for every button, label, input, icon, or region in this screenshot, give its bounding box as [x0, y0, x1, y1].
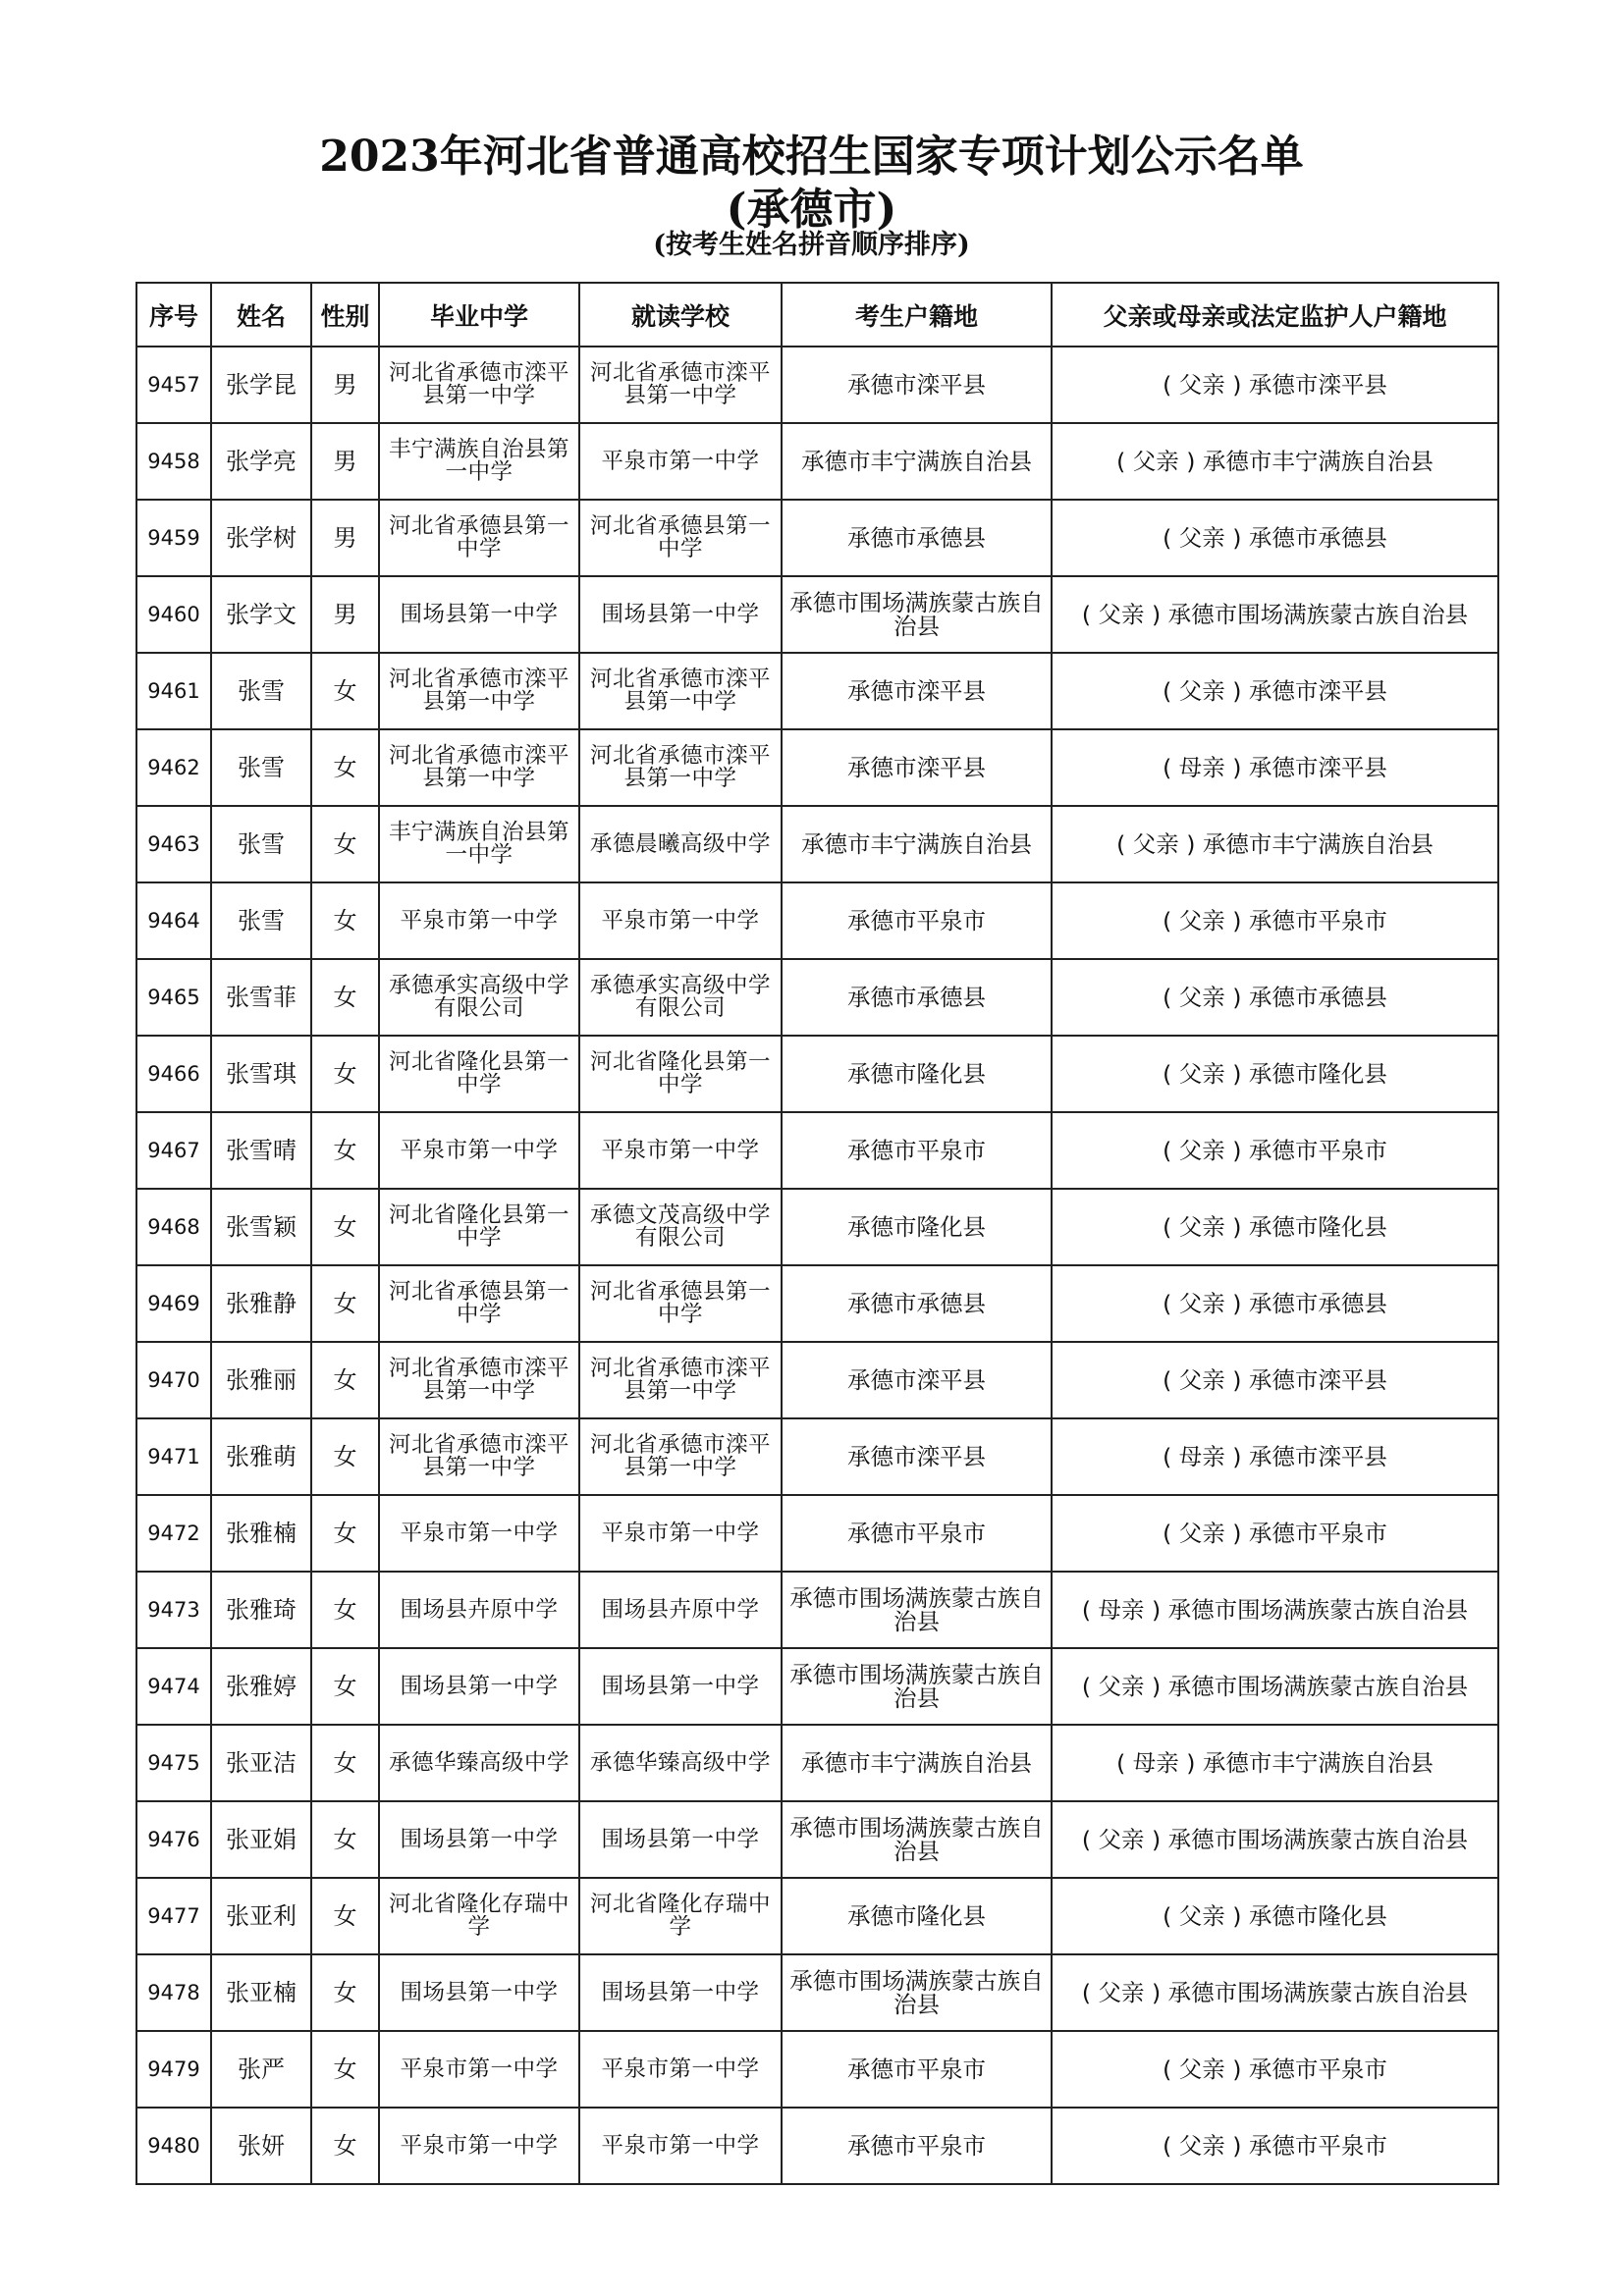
- cell-seq: 9464: [136, 882, 211, 959]
- cell-seq: 9476: [136, 1801, 211, 1878]
- table-row: [136, 729, 1498, 806]
- roster-table: [135, 282, 1499, 2185]
- cell-gender: 女: [311, 959, 379, 1036]
- cell-student-hukou: 承德市围场满族蒙古族自治县: [782, 1801, 1052, 1878]
- cell-gender: 女: [311, 882, 379, 959]
- cell-student-hukou: 承德市围场满族蒙古族自治县: [782, 1572, 1052, 1648]
- table-row: [136, 1418, 1498, 1495]
- cell-name: 张雪: [211, 882, 311, 959]
- table-header-row: [136, 283, 1498, 347]
- cell-student-hukou: 承德市平泉市: [782, 1495, 1052, 1572]
- cell-parent-hukou: ( 父亲 ) 承德市平泉市: [1052, 2031, 1498, 2108]
- cell-graduation-school: 围场县第一中学: [379, 1648, 579, 1725]
- header-student-hukou: 考生户籍地: [782, 283, 1052, 347]
- cell-current-school: 围场县第一中学: [579, 576, 782, 653]
- cell-graduation-school: 河北省隆化存瑞中学: [379, 1878, 579, 1954]
- table-body: [136, 347, 1498, 2184]
- cell-graduation-school: 河北省承德县第一中学: [379, 500, 579, 576]
- cell-seq: 9477: [136, 1878, 211, 1954]
- cell-parent-hukou: ( 母亲 ) 承德市围场满族蒙古族自治县: [1052, 1572, 1498, 1648]
- cell-graduation-school: 平泉市第一中学: [379, 1112, 579, 1189]
- cell-seq: 9462: [136, 729, 211, 806]
- cell-parent-hukou: ( 父亲 ) 承德市滦平县: [1052, 347, 1498, 423]
- cell-name: 张学昆: [211, 347, 311, 423]
- cell-student-hukou: 承德市隆化县: [782, 1189, 1052, 1265]
- cell-graduation-school: 围场县第一中学: [379, 1801, 579, 1878]
- cell-gender: 女: [311, 1189, 379, 1265]
- cell-seq: 9466: [136, 1036, 211, 1112]
- cell-graduation-school: 承德华臻高级中学: [379, 1725, 579, 1801]
- cell-name: 张雅静: [211, 1265, 311, 1342]
- cell-parent-hukou: ( 父亲 ) 承德市平泉市: [1052, 882, 1498, 959]
- cell-graduation-school: 河北省承德市滦平县第一中学: [379, 729, 579, 806]
- table-row: [136, 2031, 1498, 2108]
- cell-graduation-school: 平泉市第一中学: [379, 882, 579, 959]
- cell-student-hukou: 承德市围场满族蒙古族自治县: [782, 1954, 1052, 2031]
- cell-name: 张亚楠: [211, 1954, 311, 2031]
- cell-name: 张雅楠: [211, 1495, 311, 1572]
- table-row: [136, 1954, 1498, 2031]
- cell-gender: 男: [311, 500, 379, 576]
- cell-seq: 9461: [136, 653, 211, 729]
- cell-name: 张雪: [211, 653, 311, 729]
- cell-parent-hukou: ( 父亲 ) 承德市隆化县: [1052, 1878, 1498, 1954]
- header-graduation-school: 毕业中学: [379, 283, 579, 347]
- cell-current-school: 围场县第一中学: [579, 1954, 782, 2031]
- cell-graduation-school: 丰宁满族自治县第一中学: [379, 806, 579, 882]
- cell-parent-hukou: ( 父亲 ) 承德市平泉市: [1052, 2108, 1498, 2184]
- cell-parent-hukou: ( 父亲 ) 承德市滦平县: [1052, 1342, 1498, 1418]
- cell-name: 张雪琪: [211, 1036, 311, 1112]
- cell-seq: 9478: [136, 1954, 211, 2031]
- cell-name: 张亚利: [211, 1878, 311, 1954]
- cell-current-school: 河北省承德市滦平县第一中学: [579, 653, 782, 729]
- cell-student-hukou: 承德市丰宁满族自治县: [782, 806, 1052, 882]
- cell-parent-hukou: ( 父亲 ) 承德市围场满族蒙古族自治县: [1052, 576, 1498, 653]
- cell-gender: 女: [311, 1648, 379, 1725]
- table-row: [136, 500, 1498, 576]
- cell-current-school: 河北省承德市滦平县第一中学: [579, 729, 782, 806]
- cell-name: 张雪颖: [211, 1189, 311, 1265]
- header-seq: 序号: [136, 283, 211, 347]
- cell-student-hukou: 承德市滦平县: [782, 1418, 1052, 1495]
- cell-student-hukou: 承德市平泉市: [782, 1112, 1052, 1189]
- cell-current-school: 平泉市第一中学: [579, 882, 782, 959]
- header-name: 姓名: [211, 283, 311, 347]
- cell-name: 张雅萌: [211, 1418, 311, 1495]
- cell-gender: 女: [311, 1265, 379, 1342]
- cell-parent-hukou: ( 父亲 ) 承德市隆化县: [1052, 1036, 1498, 1112]
- cell-gender: 女: [311, 729, 379, 806]
- table-row: [136, 959, 1498, 1036]
- cell-gender: 女: [311, 2031, 379, 2108]
- cell-parent-hukou: ( 父亲 ) 承德市平泉市: [1052, 1495, 1498, 1572]
- cell-parent-hukou: ( 父亲 ) 承德市平泉市: [1052, 1112, 1498, 1189]
- cell-graduation-school: 平泉市第一中学: [379, 1495, 579, 1572]
- cell-name: 张雪: [211, 806, 311, 882]
- table-row: [136, 1265, 1498, 1342]
- cell-seq: 9474: [136, 1648, 211, 1725]
- cell-name: 张雅丽: [211, 1342, 311, 1418]
- cell-student-hukou: 承德市平泉市: [782, 2108, 1052, 2184]
- cell-graduation-school: 河北省承德县第一中学: [379, 1265, 579, 1342]
- table-row: [136, 1189, 1498, 1265]
- cell-parent-hukou: ( 父亲 ) 承德市承德县: [1052, 1265, 1498, 1342]
- cell-parent-hukou: ( 父亲 ) 承德市围场满族蒙古族自治县: [1052, 1801, 1498, 1878]
- cell-student-hukou: 承德市丰宁满族自治县: [782, 423, 1052, 500]
- page-subtitle-city: (承德市): [726, 185, 897, 235]
- cell-student-hukou: 承德市平泉市: [782, 882, 1052, 959]
- page-title: 2023年河北省普通高校招生国家专项计划公示名单: [319, 132, 1304, 182]
- cell-parent-hukou: ( 父亲 ) 承德市围场满族蒙古族自治县: [1052, 1954, 1498, 2031]
- table-row: [136, 806, 1498, 882]
- cell-current-school: 平泉市第一中学: [579, 1112, 782, 1189]
- cell-graduation-school: 平泉市第一中学: [379, 2031, 579, 2108]
- table-row: [136, 1648, 1498, 1725]
- cell-gender: 女: [311, 806, 379, 882]
- cell-graduation-school: 丰宁满族自治县第一中学: [379, 423, 579, 500]
- cell-student-hukou: 承德市承德县: [782, 1265, 1052, 1342]
- cell-seq: 9467: [136, 1112, 211, 1189]
- cell-gender: 女: [311, 1725, 379, 1801]
- cell-name: 张学树: [211, 500, 311, 576]
- table-row: [136, 1725, 1498, 1801]
- cell-seq: 9469: [136, 1265, 211, 1342]
- cell-gender: 女: [311, 1878, 379, 1954]
- cell-student-hukou: 承德市滦平县: [782, 729, 1052, 806]
- table-row: [136, 653, 1498, 729]
- cell-student-hukou: 承德市滦平县: [782, 653, 1052, 729]
- cell-parent-hukou: ( 父亲 ) 承德市承德县: [1052, 959, 1498, 1036]
- cell-seq: 9463: [136, 806, 211, 882]
- cell-graduation-school: 河北省承德市滦平县第一中学: [379, 1418, 579, 1495]
- cell-gender: 女: [311, 1801, 379, 1878]
- cell-gender: 女: [311, 1954, 379, 2031]
- table-row: [136, 423, 1498, 500]
- cell-graduation-school: 河北省隆化县第一中学: [379, 1189, 579, 1265]
- cell-current-school: 河北省承德县第一中学: [579, 500, 782, 576]
- cell-current-school: 河北省承德市滦平县第一中学: [579, 1342, 782, 1418]
- table-row: [136, 1112, 1498, 1189]
- cell-name: 张严: [211, 2031, 311, 2108]
- cell-name: 张亚洁: [211, 1725, 311, 1801]
- table-row: [136, 2108, 1498, 2184]
- cell-current-school: 平泉市第一中学: [579, 2108, 782, 2184]
- cell-student-hukou: 承德市隆化县: [782, 1878, 1052, 1954]
- cell-current-school: 平泉市第一中学: [579, 423, 782, 500]
- cell-seq: 9479: [136, 2031, 211, 2108]
- cell-graduation-school: 河北省承德市滦平县第一中学: [379, 1342, 579, 1418]
- cell-parent-hukou: ( 父亲 ) 承德市滦平县: [1052, 653, 1498, 729]
- table-row: [136, 1036, 1498, 1112]
- cell-gender: 女: [311, 1342, 379, 1418]
- cell-seq: 9465: [136, 959, 211, 1036]
- cell-seq: 9480: [136, 2108, 211, 2184]
- cell-student-hukou: 承德市滦平县: [782, 1342, 1052, 1418]
- cell-parent-hukou: ( 母亲 ) 承德市滦平县: [1052, 1418, 1498, 1495]
- cell-name: 张雪菲: [211, 959, 311, 1036]
- table-row: [136, 1801, 1498, 1878]
- cell-seq: 9459: [136, 500, 211, 576]
- cell-student-hukou: 承德市承德县: [782, 500, 1052, 576]
- cell-current-school: 平泉市第一中学: [579, 1495, 782, 1572]
- cell-current-school: 围场县第一中学: [579, 1801, 782, 1878]
- cell-seq: 9475: [136, 1725, 211, 1801]
- cell-student-hukou: 承德市围场满族蒙古族自治县: [782, 576, 1052, 653]
- table-row: [136, 1878, 1498, 1954]
- cell-seq: 9470: [136, 1342, 211, 1418]
- cell-graduation-school: 围场县第一中学: [379, 1954, 579, 2031]
- cell-name: 张亚娟: [211, 1801, 311, 1878]
- cell-seq: 9471: [136, 1418, 211, 1495]
- cell-gender: 女: [311, 1495, 379, 1572]
- cell-gender: 女: [311, 1112, 379, 1189]
- cell-current-school: 围场县第一中学: [579, 1648, 782, 1725]
- cell-parent-hukou: ( 母亲 ) 承德市丰宁满族自治县: [1052, 1725, 1498, 1801]
- cell-graduation-school: 河北省承德市滦平县第一中学: [379, 653, 579, 729]
- cell-gender: 男: [311, 347, 379, 423]
- page-subtitle-sort-note: (按考生姓名拼音顺序排序): [653, 230, 970, 260]
- cell-current-school: 承德承实高级中学有限公司: [579, 959, 782, 1036]
- cell-parent-hukou: ( 父亲 ) 承德市隆化县: [1052, 1189, 1498, 1265]
- cell-seq: 9472: [136, 1495, 211, 1572]
- cell-current-school: 河北省承德市滦平县第一中学: [579, 1418, 782, 1495]
- cell-seq: 9473: [136, 1572, 211, 1648]
- cell-gender: 女: [311, 1572, 379, 1648]
- cell-graduation-school: 河北省承德市滦平县第一中学: [379, 347, 579, 423]
- cell-parent-hukou: ( 父亲 ) 承德市丰宁满族自治县: [1052, 423, 1498, 500]
- cell-parent-hukou: ( 父亲 ) 承德市围场满族蒙古族自治县: [1052, 1648, 1498, 1725]
- cell-seq: 9457: [136, 347, 211, 423]
- header-gender: 性别: [311, 283, 379, 347]
- cell-student-hukou: 承德市平泉市: [782, 2031, 1052, 2108]
- table-row: [136, 1495, 1498, 1572]
- cell-parent-hukou: ( 父亲 ) 承德市承德县: [1052, 500, 1498, 576]
- cell-name: 张妍: [211, 2108, 311, 2184]
- cell-student-hukou: 承德市围场满族蒙古族自治县: [782, 1648, 1052, 1725]
- cell-current-school: 承德晨曦高级中学: [579, 806, 782, 882]
- cell-graduation-school: 承德承实高级中学有限公司: [379, 959, 579, 1036]
- cell-current-school: 围场县卉原中学: [579, 1572, 782, 1648]
- cell-student-hukou: 承德市隆化县: [782, 1036, 1052, 1112]
- cell-current-school: 河北省承德市滦平县第一中学: [579, 347, 782, 423]
- cell-current-school: 河北省承德县第一中学: [579, 1265, 782, 1342]
- cell-graduation-school: 围场县卉原中学: [379, 1572, 579, 1648]
- cell-graduation-school: 平泉市第一中学: [379, 2108, 579, 2184]
- table-row: [136, 1342, 1498, 1418]
- cell-seq: 9460: [136, 576, 211, 653]
- cell-parent-hukou: ( 父亲 ) 承德市丰宁满族自治县: [1052, 806, 1498, 882]
- cell-name: 张学亮: [211, 423, 311, 500]
- cell-student-hukou: 承德市承德县: [782, 959, 1052, 1036]
- cell-current-school: 平泉市第一中学: [579, 2031, 782, 2108]
- cell-gender: 男: [311, 423, 379, 500]
- cell-graduation-school: 河北省隆化县第一中学: [379, 1036, 579, 1112]
- cell-gender: 女: [311, 1036, 379, 1112]
- cell-current-school: 承德华臻高级中学: [579, 1725, 782, 1801]
- cell-student-hukou: 承德市滦平县: [782, 347, 1052, 423]
- cell-graduation-school: 围场县第一中学: [379, 576, 579, 653]
- table-row: [136, 882, 1498, 959]
- cell-gender: 女: [311, 1418, 379, 1495]
- cell-name: 张雪: [211, 729, 311, 806]
- table-row: [136, 576, 1498, 653]
- cell-current-school: 河北省隆化县第一中学: [579, 1036, 782, 1112]
- cell-gender: 女: [311, 653, 379, 729]
- cell-name: 张雅琦: [211, 1572, 311, 1648]
- cell-name: 张雪晴: [211, 1112, 311, 1189]
- cell-name: 张雅婷: [211, 1648, 311, 1725]
- cell-student-hukou: 承德市丰宁满族自治县: [782, 1725, 1052, 1801]
- cell-name: 张学文: [211, 576, 311, 653]
- table-row: [136, 1572, 1498, 1648]
- cell-seq: 9458: [136, 423, 211, 500]
- cell-current-school: 承德文茂高级中学有限公司: [579, 1189, 782, 1265]
- cell-gender: 男: [311, 576, 379, 653]
- cell-seq: 9468: [136, 1189, 211, 1265]
- header-current-school: 就读学校: [579, 283, 782, 347]
- table-row: [136, 347, 1498, 423]
- cell-current-school: 河北省隆化存瑞中学: [579, 1878, 782, 1954]
- cell-gender: 女: [311, 2108, 379, 2184]
- cell-parent-hukou: ( 母亲 ) 承德市滦平县: [1052, 729, 1498, 806]
- header-parent-hukou: 父亲或母亲或法定监护人户籍地: [1052, 283, 1498, 347]
